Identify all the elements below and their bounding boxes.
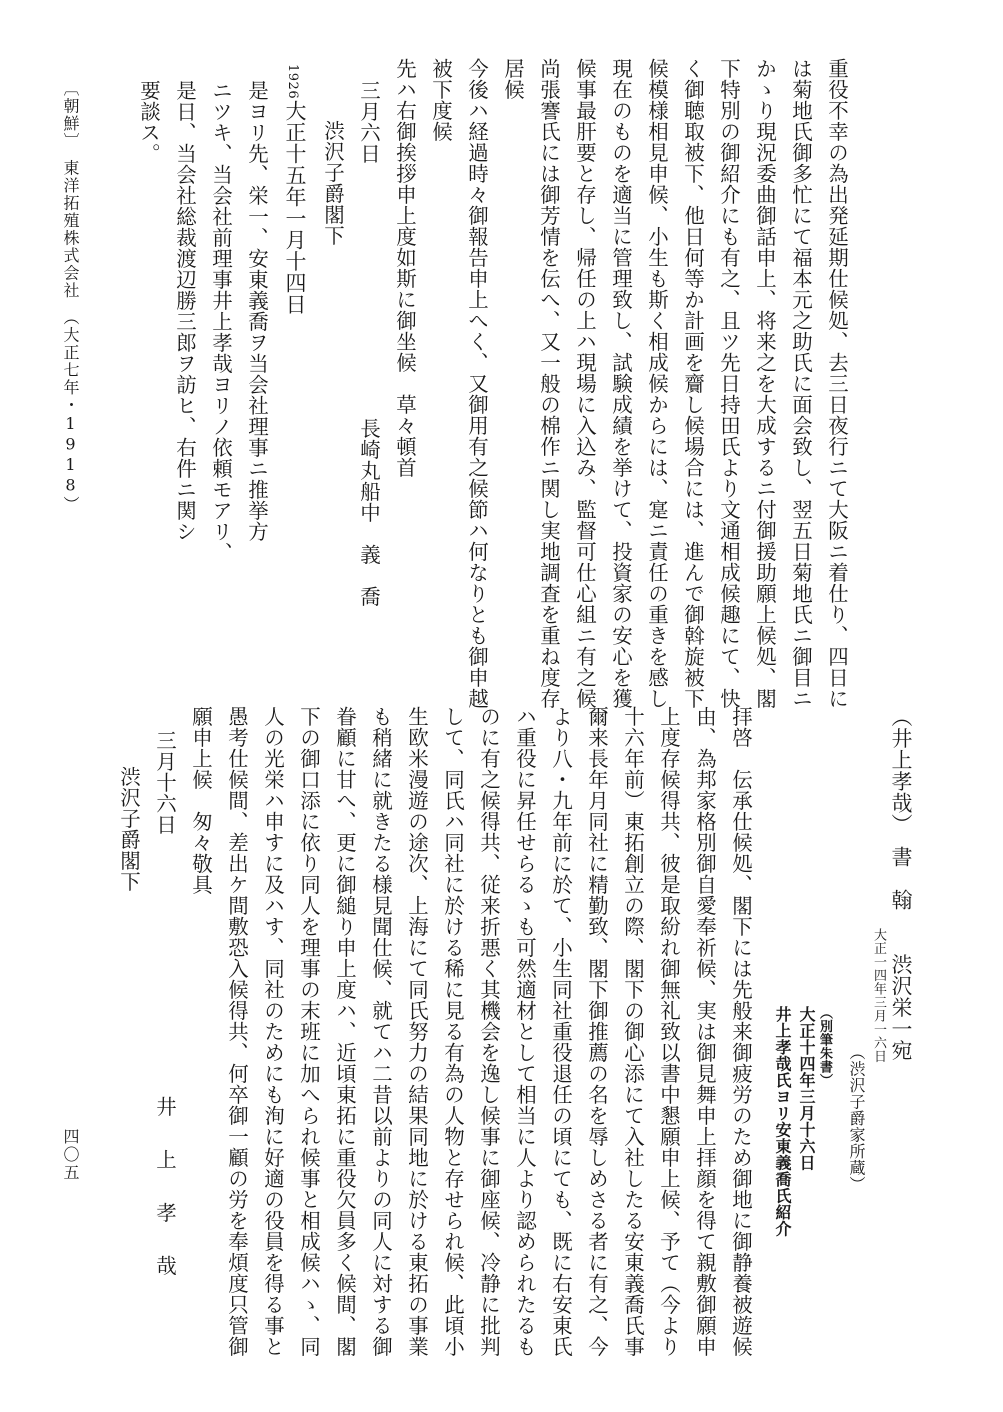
- letter-line: 十六年前）東拓創立の際、閣下の御心添にて入社したる安東義喬氏事: [620, 706, 645, 1357]
- letter-line: 爾来長年月同社に精勤致、閣下御推薦の名を辱しめさる者に有之、今: [584, 706, 609, 1357]
- red-ink-note: （別筆朱書）: [817, 1006, 832, 1087]
- letter-line: 拝啓 伝承仕候処、閣下には先般来御疲労のため御地に御静養被遊候: [728, 706, 753, 1357]
- letter-line: 由、為邦家格別御自愛奉祈候、実は御見舞申上拝顔を得て親敷御願申: [692, 706, 717, 1357]
- entry-line: 是日、当会社総裁渡辺勝三郎ヲ訪ヒ、右件ニ関シ: [172, 80, 197, 542]
- letter-line: 上度存候得共、彼是取紛れ御無礼致以書中懇願申上候、予て（今より: [656, 706, 681, 1357]
- letter-line: ハ重役に昇任せらるゝも可然適材として相当に人より認められたるも: [512, 706, 537, 1357]
- letter-line: より八・九年前に於て、小生同社重役退任の頃にても、既に右安東氏: [548, 706, 573, 1357]
- letter-line: かゝり現況委曲御話申上、将来之を大成するニ付御援助願上候処、閣: [752, 58, 777, 709]
- letter-line: 願申上候 匆々敬具: [188, 706, 213, 895]
- letter-addressee: 渋沢子爵閣下: [116, 766, 141, 892]
- page-number: 四〇五: [61, 1128, 80, 1182]
- collection-note: （渋沢子爵家所蔵）: [847, 1044, 866, 1193]
- letter-addressee: 渋沢子爵閣下: [320, 120, 345, 246]
- letter-line: も稍緒に就きたる様見聞仕候、就てハ二昔以前よりの同人に対する御: [368, 706, 393, 1357]
- letter-title-date: 大正一四年三月一六日: [871, 928, 886, 1063]
- letter-line: のに有之候得共、従来折悪く其機会を逸し候事に御座候、冷静に批判: [476, 706, 501, 1357]
- letter-line: 重役不幸の為出発延期仕候処、去三日夜行ニて大阪ニ着仕り、四日に: [824, 58, 849, 709]
- letter-line: 先ハ右御挨拶申上度如斯に御坐候 草々頓首: [392, 58, 417, 478]
- letter-line: 居候: [500, 58, 525, 100]
- entry-date: 大正十五年一月十四日: [283, 100, 307, 315]
- letter-line: 愚考仕候間、差出ケ間敷恐入候得共、何卒御一顧の労を奉煩度只管御: [224, 706, 249, 1357]
- letter-line: 眷顧に甘へ、更に御縋り申上度ハ、近頃東拓に重役欠員多く候間、閣: [332, 706, 357, 1357]
- letter-line: して、同氏ハ同社に於ける稀に見る有為の人物と存せられ候、此頃小: [440, 706, 465, 1357]
- letter-signer: 長崎丸船中 義 喬: [356, 418, 381, 607]
- letter-line: 尚張謇氏には御芳情を伝へ、又一般の棉作ニ関し実地調査を重ね度存: [536, 58, 561, 709]
- letter-title: （井上孝哉） 書 翰 渋沢栄一宛: [889, 706, 913, 1061]
- letter-signer: 井 上 孝 哉: [152, 1096, 177, 1282]
- letter-line: 今後ハ経過時々御報告申上へく、又御用有之候節ハ何なりとも御申越: [464, 58, 489, 709]
- letter-line: 人の光栄ハ申すに及ハす、同社のためにも洵に好適の役員を得る事と: [260, 706, 285, 1357]
- letter-line: 下特別の御紹介にも有之、且ツ先日持田氏より文通相成候趣にて、快: [716, 58, 741, 709]
- entry-line: 要談ス。: [136, 80, 161, 164]
- red-ink-subject: 井上孝哉氏ヨリ安東義喬氏紹介: [773, 1006, 792, 1237]
- letter-line: は菊地氏御多忙にて福本元之助氏に面会致し、翌五日菊地氏ニ御目ニ: [788, 58, 813, 709]
- running-header: 〔朝鮮〕 東洋拓殖株式会社 （大正七年・1918）: [61, 80, 80, 514]
- letter-line: 下の御口添に依り同人を理事の末班に加へられ候事と相成候ハゝ、同: [296, 706, 321, 1357]
- letter-line: 候模様相見申候、小生も斯く相成候からには、寔ニ責任の重きを感し: [644, 58, 669, 709]
- letter-line: 生欧米漫遊の途次、上海にて同氏努力の結果同地に於ける東拓の事業: [404, 706, 429, 1357]
- letter-date: 三月六日: [356, 80, 381, 164]
- letter-line: 被下度候: [428, 58, 453, 142]
- letter-line: 候事最肝要と存し、帰任の上ハ現場に入込み、監督可仕心組ニ有之候: [572, 58, 597, 709]
- letter-line: く御聴取被下、他日何等か計画を齎し候場合には、進んで御斡旋被下: [680, 58, 705, 709]
- entry-line: 是ヨリ先、栄一、安東義喬ヲ当会社理事ニ推挙方: [244, 80, 269, 542]
- letter-date: 三月十六日: [152, 730, 177, 835]
- red-ink-date: 大正十四年三月十六日: [797, 1006, 816, 1171]
- letter-line: 現在のものを適当に管理致し、試験成績を挙けて、投資家の安心を獲: [608, 58, 633, 709]
- entry-line: ニツキ、当会社前理事井上孝哉ヨリノ依頼モアリ、: [208, 80, 233, 563]
- western-year: 1926: [285, 64, 300, 100]
